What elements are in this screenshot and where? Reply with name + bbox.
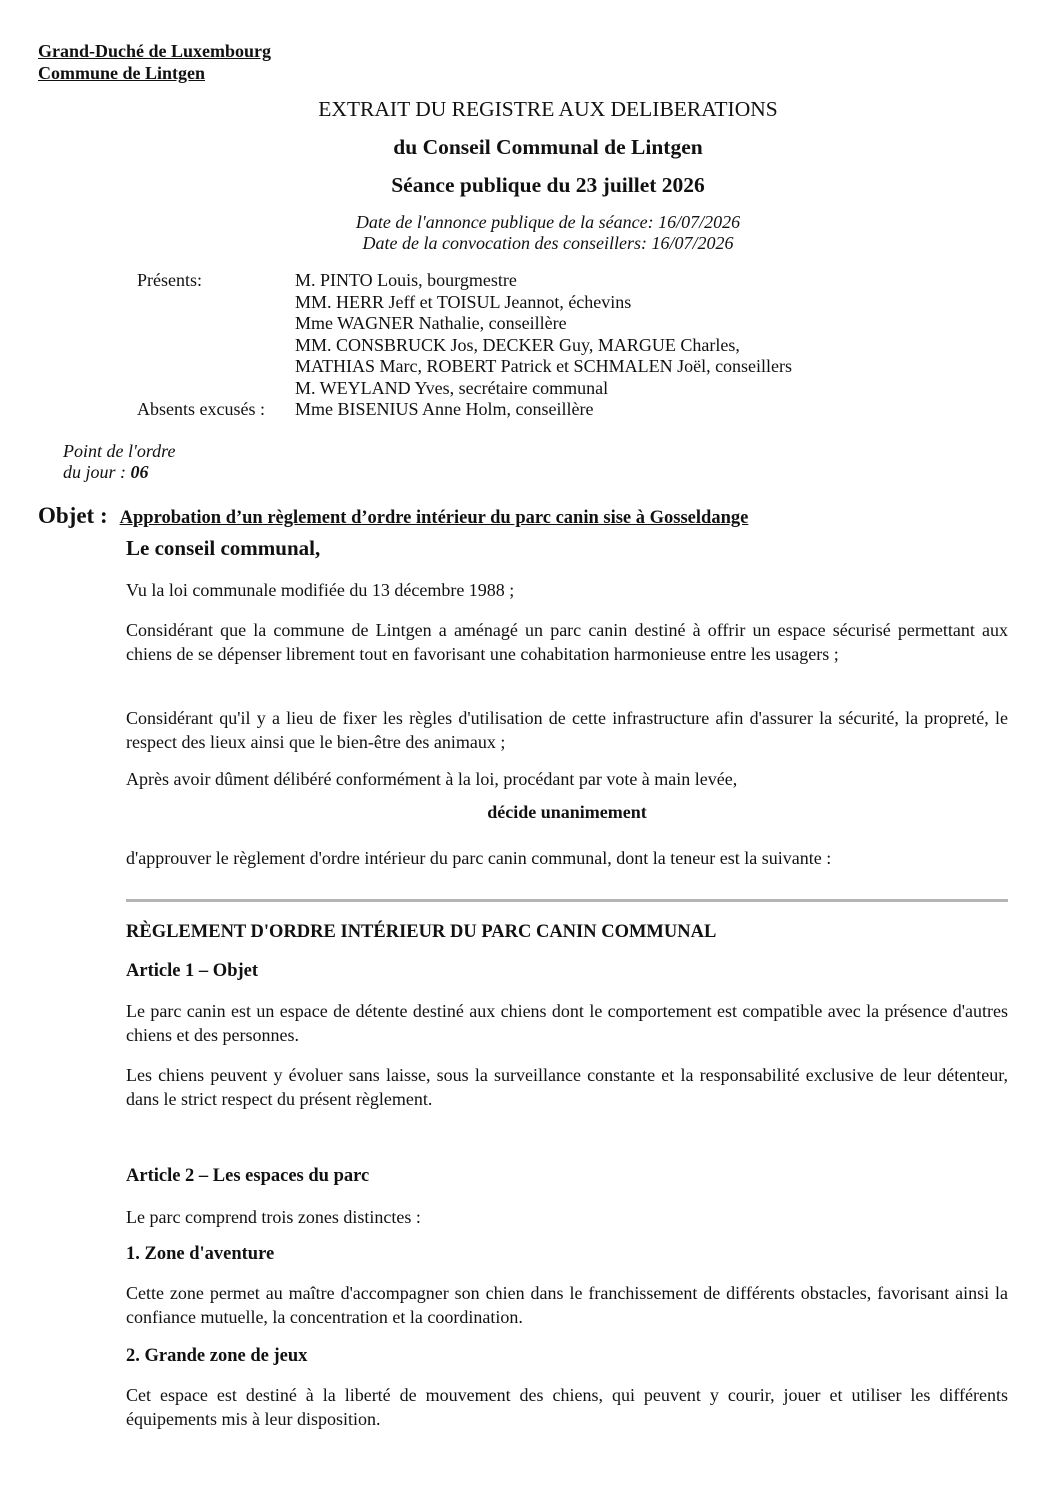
announcement-date: Date de l'annonce publique de la séance: 16/07/2026: [355, 212, 741, 232]
vu-paragraph: Vu la loi communale modifiée du 13 décembre 1988 ;: [126, 580, 515, 600]
present-member: M. PINTO Louis, bourgmestre: [295, 270, 517, 290]
document-header: [38, 40, 271, 84]
article-1-paragraph-2: Les chiens peuvent y évoluer sans laisse, sous la surveillance constante et la responsabilité exclusive de leur détenteur, dans le strict respect du présent règlement.: [126, 1065, 1008, 1109]
session-dates: [0, 212, 1058, 254]
zone-1-text: Cette zone permet au maître d'accompagner son chien dans le franchissement de différents obstacles, favorisant ainsi la confiance mutuelle, la concentration et la coordination.: [126, 1283, 1008, 1327]
apres-paragraph: Après avoir dûment délibéré conformément à la loi, procédant par vote à main levée,: [126, 769, 738, 789]
zone-2-heading: 2. Grande zone de jeux: [126, 1346, 308, 1366]
approval-paragraph: d'approuver le règlement d'ordre intérieur du parc canin communal, dont la teneur est la suivante :: [126, 848, 832, 868]
decision: décide unanimement: [487, 802, 647, 822]
agenda-point-prefix: du jour :: [63, 462, 131, 482]
absent-member: Mme BISENIUS Anne Holm, conseillère: [295, 399, 594, 419]
session-title: Séance publique du 23 juillet 2026: [391, 173, 705, 197]
present-member: M. WEYLAND Yves, secrétaire communal: [295, 377, 609, 398]
presents-label: Présents:: [137, 270, 202, 290]
present-member: MATHIAS Marc, ROBERT Patrick et SCHMALEN Joël, conseillers: [295, 356, 793, 376]
zone-2-text: Cet espace est destiné à la liberté de mouvement des chiens, qui peuvent y courir, jouer et utiliser les différents équipements mis à leur disposition.: [126, 1385, 1008, 1429]
agenda-point-label: Point de l'ordre: [63, 441, 176, 461]
article-2-heading: Article 2 – Les espaces du parc: [126, 1166, 370, 1186]
subject-line: [38, 503, 748, 529]
subject-text: Approbation d’un règlement d’ordre intérieur du parc canin sise à Gosseldange: [119, 508, 749, 528]
attendance-list: [137, 270, 792, 421]
deliberation-heading: Le conseil communal,: [126, 536, 321, 560]
agenda-point-number: 06: [130, 462, 149, 482]
convocation-date: Date de la convocation des conseillers: 16/07/2026: [362, 233, 734, 253]
subject-label: Objet :: [38, 503, 108, 528]
register-title: EXTRAIT DU REGISTRE AUX DELIBERATIONS: [318, 97, 778, 121]
country-name: Grand-Duché de Luxembourg: [38, 41, 272, 61]
present-member: MM. HERR Jeff et TOISUL Jeannot, échevins: [295, 291, 632, 312]
section-divider: [126, 899, 1008, 902]
title-block: [0, 95, 1058, 199]
present-member: MM. CONSBRUCK Jos, DECKER Guy, MARGUE Charles,: [295, 334, 740, 355]
present-member: Mme WAGNER Nathalie, conseillère: [295, 313, 567, 333]
considerant-paragraph-1: Considérant que la commune de Lintgen a aménagé un parc canin destiné à offrir un espace sécurisé permettant aux chiens de se dépenser librement tout en favorisant une cohabitation harmonieuse entre les usagers ;: [126, 620, 1008, 664]
absents-label: Absents excusés :: [137, 399, 265, 419]
reglement-title: RÈGLEMENT D'ORDRE INTÉRIEUR DU PARC CANIN COMMUNAL: [126, 922, 717, 942]
council-title: du Conseil Communal de Lintgen: [393, 135, 703, 159]
article-2-intro: Le parc comprend trois zones distinctes :: [126, 1207, 421, 1227]
zone-1-heading: 1. Zone d'aventure: [126, 1244, 275, 1264]
article-1-heading: Article 1 – Objet: [126, 961, 259, 981]
considerant-paragraph-2: Considérant qu'il y a lieu de fixer les règles d'utilisation de cette infrastructure afin d'assurer la sécurité, la propreté, le respect des lieux ainsi que le bien-être des animaux ;: [126, 708, 1008, 752]
agenda-point: [63, 441, 176, 483]
article-1-paragraph-1: Le parc canin est un espace de détente destiné aux chiens dont le comportement est compatible avec la présence d'autres chiens et des personnes.: [126, 1001, 1008, 1045]
commune-name: Commune de Lintgen: [38, 63, 206, 83]
